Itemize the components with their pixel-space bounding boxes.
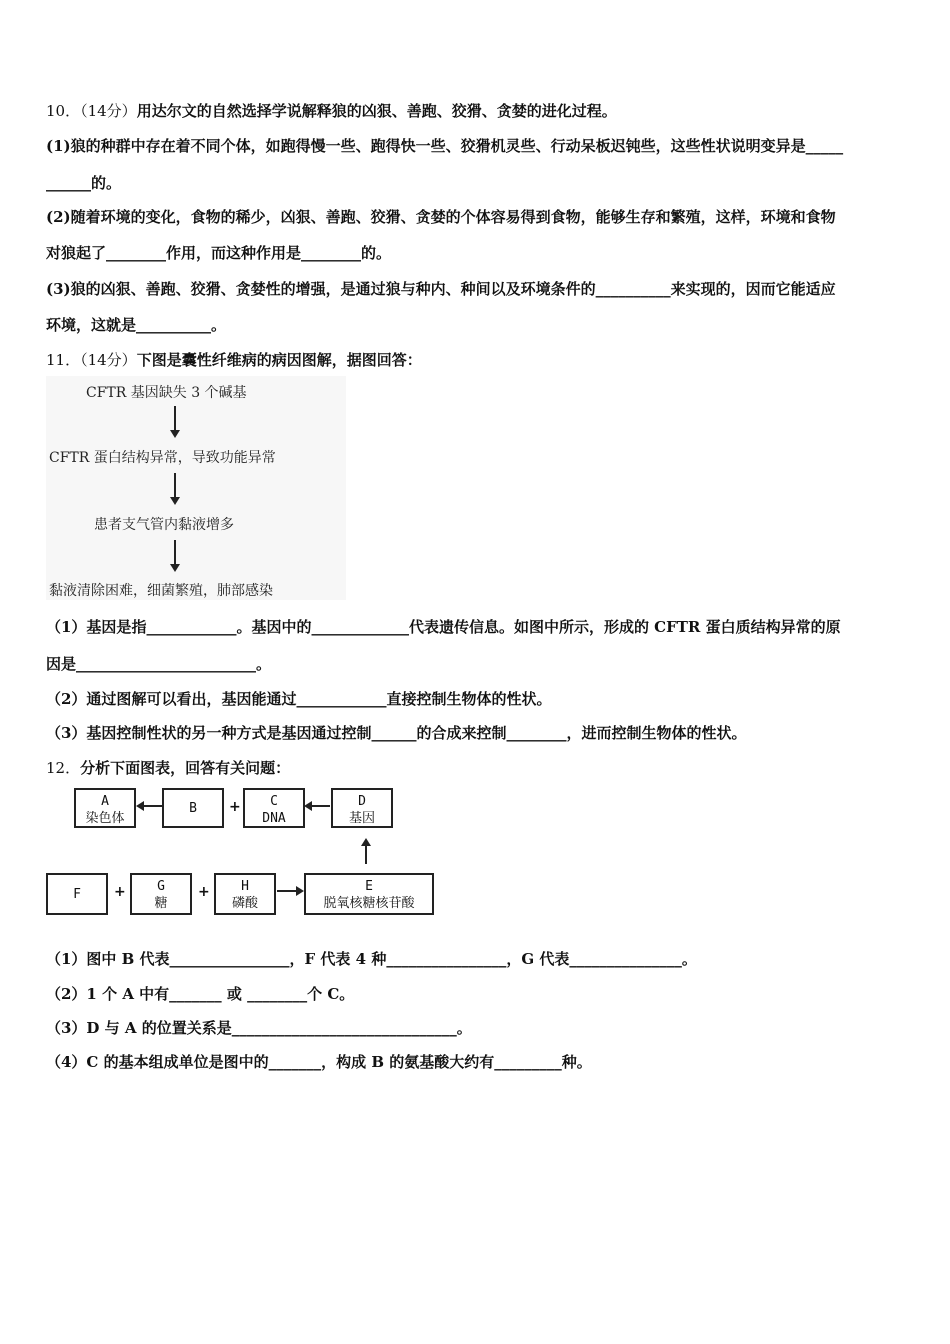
q10-number: 10．（14分）	[46, 102, 137, 120]
box-h-label: 磷酸	[231, 896, 258, 911]
q12-title-line	[46, 758, 908, 778]
arrowhead-h-to-e	[296, 886, 304, 896]
q12-part2: （2）1 个 A 中有_______ 或 ________个 C。	[46, 985, 355, 1003]
q11-part1-line2: 因是________________________。	[46, 655, 272, 673]
box-f	[46, 873, 108, 915]
flow-arrow-2	[174, 473, 176, 499]
q10-title: 用达尔文的自然选择学说解释狼的凶狠、善跑、狡猾、贪婪的进化过程。	[136, 102, 617, 120]
arrowhead-d-to-c	[304, 801, 312, 811]
q11-part1-line1: （1）基因是指____________。基因中的_____________代表遗传信息。如图中所示，形成的 CFTR 蛋白质结构异常的原	[46, 618, 841, 636]
q10-part1-line2: ______的。	[46, 174, 122, 192]
q12-number: 12．	[46, 759, 81, 777]
box-g	[130, 873, 192, 915]
box-a-letter: A	[101, 794, 109, 809]
box-a-label: 染色体	[85, 811, 125, 826]
box-c-letter: C	[270, 794, 278, 809]
box-h-letter: H	[241, 879, 249, 894]
box-a	[74, 788, 136, 828]
flow-step-1: CFTR 基因缺失 3 个碱基	[86, 385, 247, 401]
flow-arrowhead-2	[170, 497, 180, 505]
plus-b-c: +	[229, 799, 241, 815]
q10-part2-line2: 对狼起了________作用，而这种作用是________的。	[46, 244, 392, 262]
q10-part3-line2: 环境，这就是__________。	[46, 316, 227, 334]
flow-arrowhead-1	[170, 430, 180, 438]
q12-part4: （4）C 的基本组成单位是图中的_______，构成 B 的氨基酸大约有_________种。	[46, 1053, 592, 1071]
plus-f-g: +	[114, 884, 126, 900]
q10-part2-line1: (2)随着环境的变化，食物的稀少，凶狠、善跑、狡猾、贪婪的个体容易得到食物，能够生存和繁殖，这样，环境和食物	[46, 208, 836, 226]
box-b	[162, 788, 224, 828]
box-f-letter: F	[73, 887, 81, 902]
box-d	[331, 788, 393, 828]
cf-flowchart	[46, 376, 346, 600]
flow-step-3: 患者支气管内黏液增多	[94, 517, 234, 533]
box-c	[243, 788, 305, 828]
q11-title: 下图是囊性纤维病的病因图解，据图回答：	[136, 351, 422, 369]
q10-part1-line1: (1)狼的种群中存在着不同个体，如跑得慢一些、跑得快一些、狡猾机灵些、行动呆板迟钝些，这些性状说明变异是_____	[46, 137, 844, 155]
box-g-label: 糖	[154, 896, 168, 911]
box-e-letter: E	[365, 879, 373, 894]
box-e-label: 脱氧核糖核苷酸	[323, 896, 415, 911]
flow-arrowhead-3	[170, 564, 180, 572]
box-d-letter: D	[358, 794, 366, 809]
box-e	[304, 873, 434, 915]
q11-title-line	[46, 350, 908, 370]
box-c-label: DNA	[262, 811, 286, 826]
box-b-letter: B	[189, 801, 197, 816]
arrowhead-b-to-a	[136, 801, 144, 811]
q12-title: 分析下面图表，回答有关问题：	[80, 759, 291, 777]
q12-part3: （3）D 与 A 的位置关系是______________________________。	[46, 1019, 472, 1037]
arrowhead-e-to-d	[361, 838, 371, 846]
flow-arrow-1	[174, 406, 176, 432]
q11-number: 11．（14分）	[46, 351, 137, 369]
q12-part1: （1）图中 B 代表________________，F 代表 4 种________________，G 代表_______________。	[46, 950, 697, 968]
box-g-letter: G	[157, 879, 165, 894]
q10-part3-line1: (3)狼的凶狠、善跑、狡猾、贪婪性的增强，是通过狼与种内、种间以及环境条件的__________来实现的，因而它能适应	[46, 280, 836, 298]
flow-arrow-3	[174, 540, 176, 566]
q11-part3: （3）基因控制性状的另一种方式是基因通过控制______的合成来控制________，进而控制生物体的性状。	[46, 724, 747, 742]
q11-part2: （2）通过图解可以看出，基因能通过____________直接控制生物体的性状。	[46, 690, 552, 708]
plus-g-h: +	[198, 884, 210, 900]
flow-step-2: CFTR 蛋白结构异常，导致功能异常	[49, 450, 276, 466]
box-d-label: 基因	[348, 811, 375, 826]
box-h	[214, 873, 276, 915]
flow-step-4: 黏液清除困难，细菌繁殖，肺部感染	[49, 583, 273, 599]
q10-title-line	[46, 101, 908, 121]
